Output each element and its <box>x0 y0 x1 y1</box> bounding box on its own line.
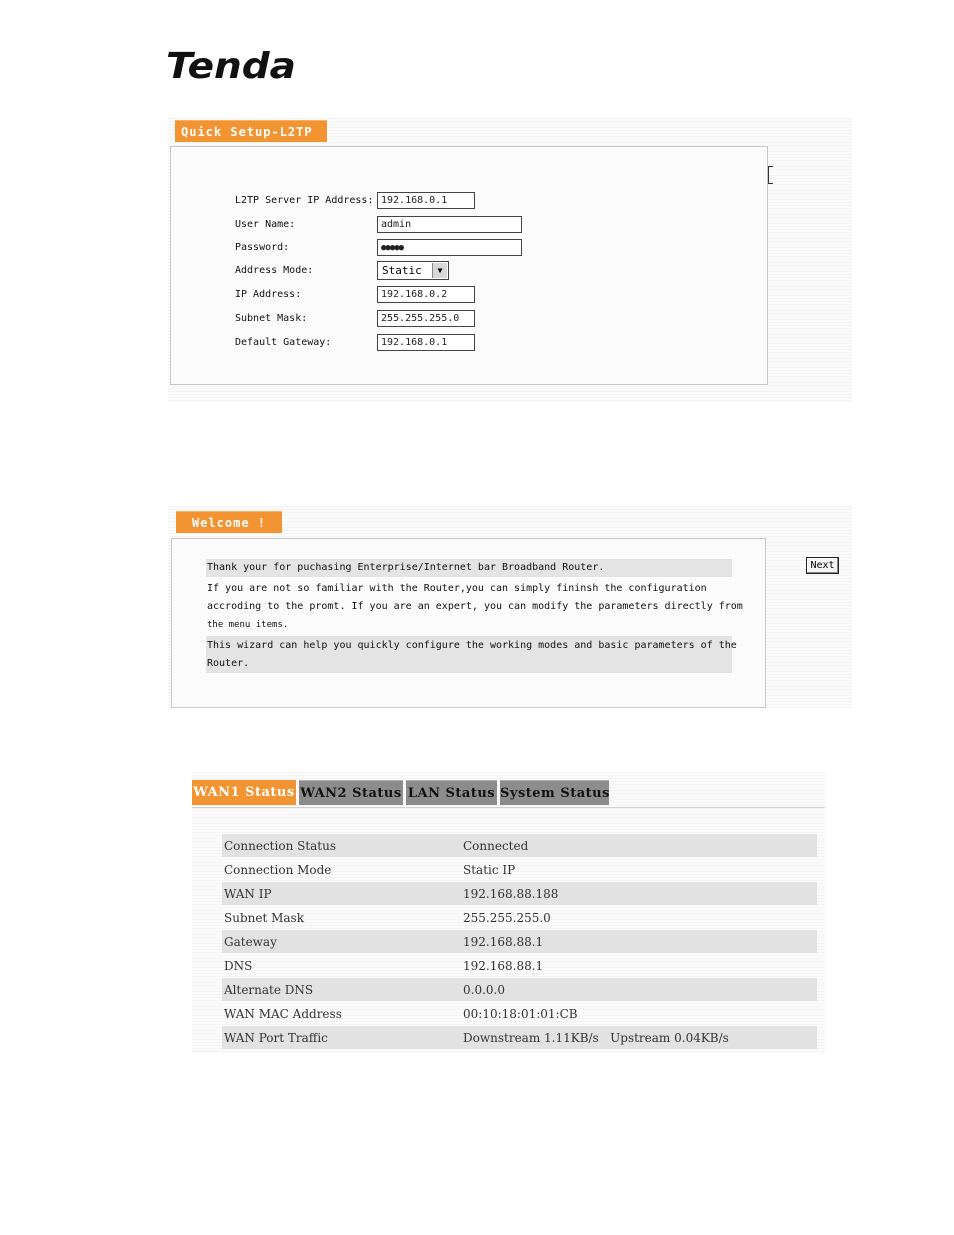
l2tp-server-row <box>235 190 475 210</box>
status-value: 255.255.255.0 <box>463 910 551 925</box>
dropdown-arrow-icon[interactable]: ▼ <box>432 263 447 278</box>
status-key: Alternate DNS <box>224 982 314 997</box>
status-row-wan-mac-address <box>222 1002 817 1025</box>
quick-setup-form-box <box>170 146 768 385</box>
welcome-text-line: Thank your for puchasing Enterprise/Internet bar Broadband Router. <box>206 559 732 577</box>
welcome-text-line: Router. <box>207 658 250 669</box>
password-label: Password: <box>235 241 290 253</box>
next-button[interactable]: Next <box>806 557 839 574</box>
svg-text:Tenda: Tenda <box>166 46 296 84</box>
status-value: 00:10:18:01:01:CB <box>463 1006 578 1021</box>
welcome-text-line: the menu items. <box>207 620 289 630</box>
status-row-connection-status <box>222 834 817 857</box>
status-key: WAN MAC Address <box>224 1006 342 1021</box>
password-row <box>235 237 522 257</box>
tab-wan1-status[interactable]: WAN1 Status <box>192 780 296 805</box>
status-value: 192.168.88.188 <box>463 886 559 901</box>
status-value: 192.168.88.1 <box>463 934 544 949</box>
quick-setup-tab[interactable]: Quick Setup-L2TP <box>175 120 327 142</box>
welcome-text-line: This wizard can help you quickly configure the working modes and basic parameters of the <box>207 640 737 651</box>
ip-address-row <box>235 284 475 304</box>
user-name-label: User Name: <box>235 218 296 230</box>
password-input[interactable]: ●●●●● <box>377 239 522 256</box>
status-key: DNS <box>224 958 253 973</box>
status-row-wan-ip <box>222 882 817 905</box>
status-tab-bar-line <box>192 807 825 808</box>
l2tp-server-label: L2TP Server IP Address: <box>235 194 374 206</box>
status-row-subnet-mask <box>222 906 817 929</box>
status-row-dns <box>222 954 817 977</box>
user-name-input[interactable]: admin <box>377 216 522 233</box>
welcome-tab[interactable]: Welcome ! <box>176 511 282 533</box>
tenda-logo <box>166 46 300 84</box>
status-key: WAN Port Traffic <box>224 1030 328 1045</box>
welcome-panel <box>168 506 852 708</box>
welcome-box <box>171 538 766 708</box>
status-key: WAN IP <box>224 886 272 901</box>
user-name-row <box>235 214 522 234</box>
status-value: Downstream 1.11KB/s Upstream 0.04KB/s <box>463 1030 729 1045</box>
status-key: Connection Mode <box>224 862 332 877</box>
subnet-mask-row <box>235 308 475 328</box>
ip-address-label: IP Address: <box>235 288 302 300</box>
tab-wan2-status[interactable]: WAN2 Status <box>299 780 403 805</box>
address-mode-label: Address Mode: <box>235 264 314 276</box>
status-row-wan-port-traffic <box>222 1026 817 1049</box>
subnet-mask-input[interactable]: 255.255.255.0 <box>377 310 475 327</box>
status-row-gateway <box>222 930 817 953</box>
subnet-mask-label: Subnet Mask: <box>235 312 308 324</box>
status-key: Connection Status <box>224 838 337 853</box>
ip-address-input[interactable]: 192.168.0.2 <box>377 286 475 303</box>
welcome-text-line: If you are not so familiar with the Router,you can simply fininsh the configuration <box>207 583 707 594</box>
status-key: Gateway <box>224 934 277 949</box>
tab-system-status[interactable]: System Status <box>500 780 609 805</box>
text-cursor-icon <box>768 166 773 184</box>
l2tp-server-input[interactable]: 192.168.0.1 <box>377 192 475 209</box>
default-gateway-input[interactable]: 192.168.0.1 <box>377 334 475 351</box>
address-mode-row <box>235 260 449 280</box>
status-value: Static IP <box>463 862 516 877</box>
address-mode-value: Static <box>382 263 422 277</box>
status-row-alternate-dns <box>222 978 817 1001</box>
address-mode-select[interactable] <box>377 261 449 280</box>
status-row-connection-mode <box>222 858 817 881</box>
welcome-text-line: accroding to the promt. If you are an expert, you can modify the parameters directly from <box>207 601 743 612</box>
default-gateway-label: Default Gateway: <box>235 336 332 348</box>
default-gateway-row <box>235 332 475 352</box>
status-value: 0.0.0.0 <box>463 982 505 997</box>
tab-lan-status[interactable]: LAN Status <box>406 780 497 805</box>
quick-setup-panel <box>168 118 852 402</box>
status-value: 192.168.88.1 <box>463 958 544 973</box>
status-key: Subnet Mask <box>224 910 304 925</box>
status-value: Connected <box>463 838 529 853</box>
